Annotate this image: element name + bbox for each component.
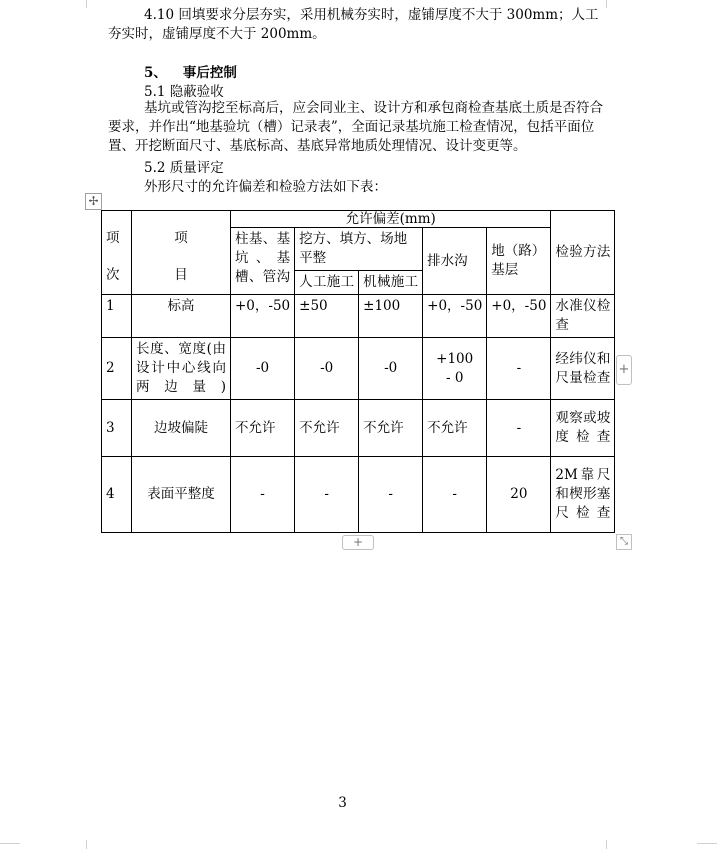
tolerance-table — [101, 210, 615, 533]
page-corner-mark — [86, 0, 87, 8]
cell-method: 经纬仪和尺量检查 — [551, 338, 615, 400]
cell-seq: 4 — [102, 457, 132, 533]
cell-pit: - — [231, 457, 295, 533]
cell-machine: - — [359, 457, 423, 533]
cell-machine: ±100 — [359, 295, 423, 338]
header-subgrade: 地（路）基层 — [487, 228, 551, 295]
header-tolerance: 允许偏差(mm) — [231, 211, 551, 228]
table-move-handle-icon[interactable]: ✢ — [85, 193, 102, 210]
page-corner-mark — [697, 843, 717, 844]
cell-subgrade: +0，-50 — [487, 295, 551, 338]
cell-subgrade: - — [487, 338, 551, 400]
section-5-1-body — [108, 99, 608, 156]
cell-item: 表面平整度 — [132, 457, 231, 533]
add-column-button[interactable]: + — [616, 355, 632, 385]
page-corner-mark — [0, 843, 20, 844]
section-5-1-body-text: 基坑或管沟挖至标高后，应会同业主、设计方和承包商检查基底土质是否符合要求，并作出“地基验坑（槽）记录表”，全面记录基坑施工检查情况，包括平面位置、开挖断面尺寸、基底标高、基底异常地质处理情况、设计变更等。 — [108, 100, 603, 154]
cell-machine: -0 — [359, 338, 423, 400]
table-row — [102, 400, 615, 457]
cell-method: 观察或坡度检查 — [551, 400, 615, 457]
cell-drain: +0，-50 — [423, 295, 487, 338]
cell-method: 水准仪检查 — [551, 295, 615, 338]
cell-manual: ±50 — [295, 295, 359, 338]
paragraph-4-10-text: 4.10 回填要求分层夯实，采用机械夯实时，虚铺厚度不大于 300mm；人工夯实时，虚铺厚度不大于 200mm。 — [108, 7, 599, 42]
table-row — [102, 338, 615, 400]
header-item-top: 项 — [174, 230, 188, 246]
header-seq — [102, 211, 132, 295]
cell-manual: -0 — [295, 338, 359, 400]
cell-drain-lower: - 0 — [445, 369, 464, 386]
paragraph-4-10 — [108, 6, 608, 44]
header-method: 检验方法 — [551, 211, 615, 295]
cell-item: 标高 — [132, 295, 231, 338]
cell-drain — [423, 338, 487, 400]
page-corner-mark — [606, 840, 607, 849]
header-drain: 排水沟 — [423, 228, 487, 295]
header-seq-bottom: 次 — [106, 267, 120, 283]
cell-pit: +0，-50 — [231, 295, 295, 338]
section-5-number: 5、 — [144, 65, 167, 81]
section-5-title: 事后控制 — [182, 65, 237, 81]
section-5-2-intro: 外形尺寸的允许偏差和检验方法如下表： — [144, 179, 387, 195]
cell-seq: 2 — [102, 338, 132, 400]
cell-pit: 不允许 — [231, 400, 295, 457]
header-excavation: 挖方、填方、场地平整 — [295, 228, 423, 271]
cell-subgrade: 20 — [487, 457, 551, 533]
header-item — [132, 211, 231, 295]
page-number: 3 — [338, 795, 347, 811]
cell-item: 长度、宽度(由设计中心线向两边量) — [132, 338, 231, 400]
section-5-2-title: 5.2 质量评定 — [144, 160, 224, 176]
header-manual: 人工施工 — [295, 271, 359, 295]
table-row — [102, 295, 615, 338]
add-row-button[interactable]: + — [342, 535, 374, 550]
section-5-heading — [144, 61, 237, 81]
cell-pit: -0 — [231, 338, 295, 400]
header-seq-top: 项 — [106, 230, 120, 246]
header-pit: 柱基、基坑、基槽、管沟 — [231, 228, 295, 295]
cell-subgrade: - — [487, 400, 551, 457]
cell-seq: 1 — [102, 295, 132, 338]
cell-manual: - — [295, 457, 359, 533]
cell-drain: - — [423, 457, 487, 533]
cell-item: 边坡偏陡 — [132, 400, 231, 457]
header-item-bottom: 目 — [174, 267, 188, 283]
cell-seq: 3 — [102, 400, 132, 457]
header-machine: 机械施工 — [359, 271, 423, 295]
cell-machine: 不允许 — [359, 400, 423, 457]
cell-manual: 不允许 — [295, 400, 359, 457]
table-row — [102, 457, 615, 533]
section-5-1-title: 5.1 隐蔽验收 — [144, 84, 224, 100]
cell-drain-upper: +100 — [436, 350, 474, 367]
cell-method: 2M靠尺和楔形塞尺检查 — [551, 457, 615, 533]
cell-drain: 不允许 — [423, 400, 487, 457]
table-resize-handle-icon[interactable]: ⤡ — [616, 534, 632, 550]
page-corner-mark — [86, 840, 87, 849]
